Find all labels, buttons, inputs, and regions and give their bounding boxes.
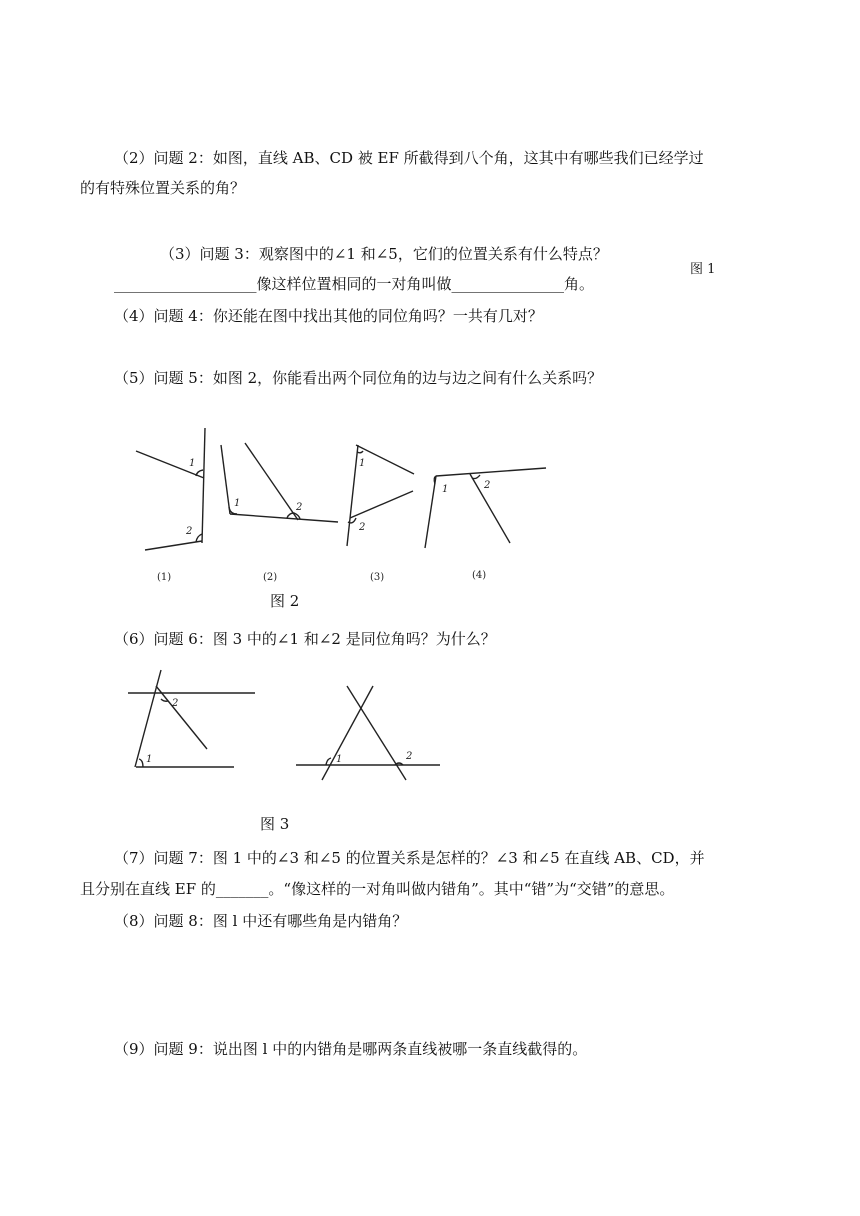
question-3-line-1: （3）问题 3：观察图中的∠1 和∠5，它们的位置关系有什么特点？ — [160, 245, 608, 263]
figure-2-angle-label: 2 — [359, 522, 366, 533]
figure-2-sub-caption: (1) — [157, 572, 172, 583]
figure-2-angle-label: 1 — [359, 458, 366, 469]
figure-2-angle-label: 2 — [296, 502, 303, 513]
question-2-line-2: 的有特殊位置关系的角？ — [80, 179, 246, 197]
figure-3-diagrams — [120, 664, 450, 784]
figure-2-panel-1 — [136, 428, 205, 583]
figure-1-label: 图 1 — [690, 262, 716, 277]
question-7-line-2: 且分别在直线 EF 的_______。“像这样的一对角叫做内错角”。其中“错”为“交错”的意思。 — [80, 880, 675, 898]
figure-2-sub-caption: (3) — [370, 572, 385, 583]
figure-2-panel-4 — [425, 468, 546, 581]
figure-2-angle-label: 2 — [484, 480, 491, 491]
figure-2-angle-label: 1 — [189, 458, 196, 469]
figure-3-caption: 图 3 — [260, 815, 290, 833]
question-2-line-1: （2）问题 2：如图，直线 AB、CD 被 EF 所截得到八个角，这其中有哪些我们已经学过 — [114, 149, 704, 167]
question-4: （4）问题 4：你还能在图中找出其他的同位角吗？一共有几对？ — [114, 307, 543, 325]
figure-2-panel-2 — [221, 443, 338, 583]
question-8: （8）问题 8：图 l 中还有哪些角是内错角？ — [114, 912, 408, 930]
figure-2-angle-label: 2 — [186, 526, 193, 537]
figure-3-angle-label: 2 — [406, 751, 413, 762]
question-3-line-2: ___________________像这样位置相同的一对角叫做_______________角。 — [114, 275, 595, 293]
figure-3-angle-label: 1 — [146, 754, 153, 765]
question-7-line-1: （7）问题 7：图 1 中的∠3 和∠5 的位置关系是怎样的？∠3 和∠5 在直线 AB、CD，并 — [114, 849, 705, 867]
figure-3-left — [128, 670, 255, 767]
figure-3-angle-label: 2 — [172, 698, 179, 709]
question-5: （5）问题 5：如图 2，你能看出两个同位角的边与边之间有什么关系吗？ — [114, 369, 603, 387]
figure-3-angle-label: 1 — [336, 754, 343, 765]
figure-2-diagrams — [120, 418, 560, 590]
figure-2-angle-label: 1 — [234, 498, 241, 509]
figure-2-sub-caption: (2) — [263, 572, 278, 583]
figure-2-sub-caption: (4) — [472, 570, 487, 581]
figure-2-caption: 图 2 — [270, 592, 300, 610]
figure-2-angle-label: 1 — [442, 484, 449, 495]
question-6: （6）问题 6：图 3 中的∠1 和∠2 是同位角吗？为什么？ — [114, 630, 496, 648]
figure-2-panel-3 — [347, 445, 414, 583]
figure-3-right — [296, 686, 440, 780]
question-9: （9）问题 9：说出图 l 中的内错角是哪两条直线被哪一条直线截得的。 — [114, 1040, 588, 1058]
